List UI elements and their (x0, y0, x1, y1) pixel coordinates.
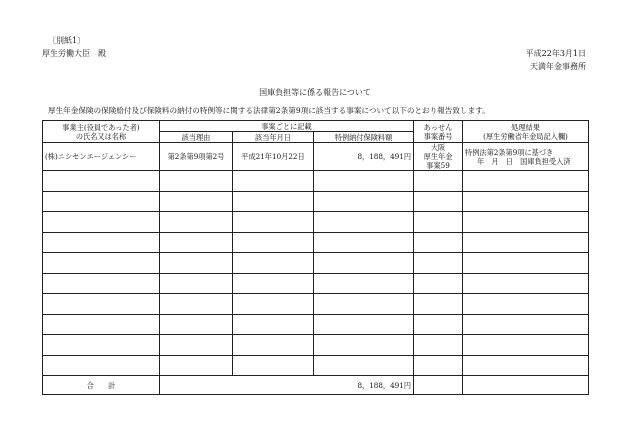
attachment-label: 〔別紙1〕 (48, 36, 86, 45)
document-date: 平成22年3月1日 (525, 49, 586, 58)
col-employer-header: 事業主(役員であった者) の氏名又は名称 (43, 121, 160, 143)
table-row-empty (43, 232, 589, 253)
result-cell: 特例法第2条第9項に基づき 年 月 日 国庫負担受入済 (463, 143, 589, 171)
amount-cell: 8，188，491円 (314, 143, 414, 171)
table-row-empty (43, 191, 589, 212)
header-row-1 (43, 121, 589, 132)
col-reason-header: 該当理由 (160, 132, 233, 143)
col-result-header: 処理結果 (厚生労働省年金局記入欄) (463, 121, 589, 143)
addressee: 厚生労働大臣 殿 (42, 49, 106, 58)
reason-cell: 第2条第9項第2号 (160, 143, 233, 171)
table-row-empty (43, 314, 589, 335)
table-row-empty (43, 212, 589, 233)
report-table (42, 120, 589, 395)
col-case-header: あっせん 事案番号 (414, 121, 463, 143)
table-row (43, 143, 589, 171)
table-row-empty (43, 171, 589, 192)
col-date-header: 該当年月日 (233, 132, 314, 143)
table-row-empty (43, 355, 589, 376)
col-group-header: 事案ごとに記載 (160, 121, 414, 132)
issuer: 天満年金事務所 (530, 62, 586, 71)
table-row-empty (43, 253, 589, 274)
col-amount-header: 特例納付保険料額 (314, 132, 414, 143)
total-row (43, 376, 589, 395)
table-row-empty (43, 335, 589, 356)
table-row-empty (43, 294, 589, 315)
intro-text: 厚生年金保険の保険給付及び保険料の納付の特例等に関する法律第2条第9項に該当する事案について以下のとおり報告致します。 (48, 106, 490, 115)
total-label: 合 計 (43, 376, 160, 395)
table-row-empty (43, 273, 589, 294)
case-cell: 大阪 厚生年金 事案59 (414, 143, 463, 171)
date-cell: 平成21年10月22日 (233, 143, 314, 171)
document-title: 国庫負担等に係る報告について (259, 88, 371, 97)
total-amount: 8，188，491円 (160, 376, 414, 395)
employer-cell: (株)ニシセンエージェンシー (43, 143, 160, 171)
